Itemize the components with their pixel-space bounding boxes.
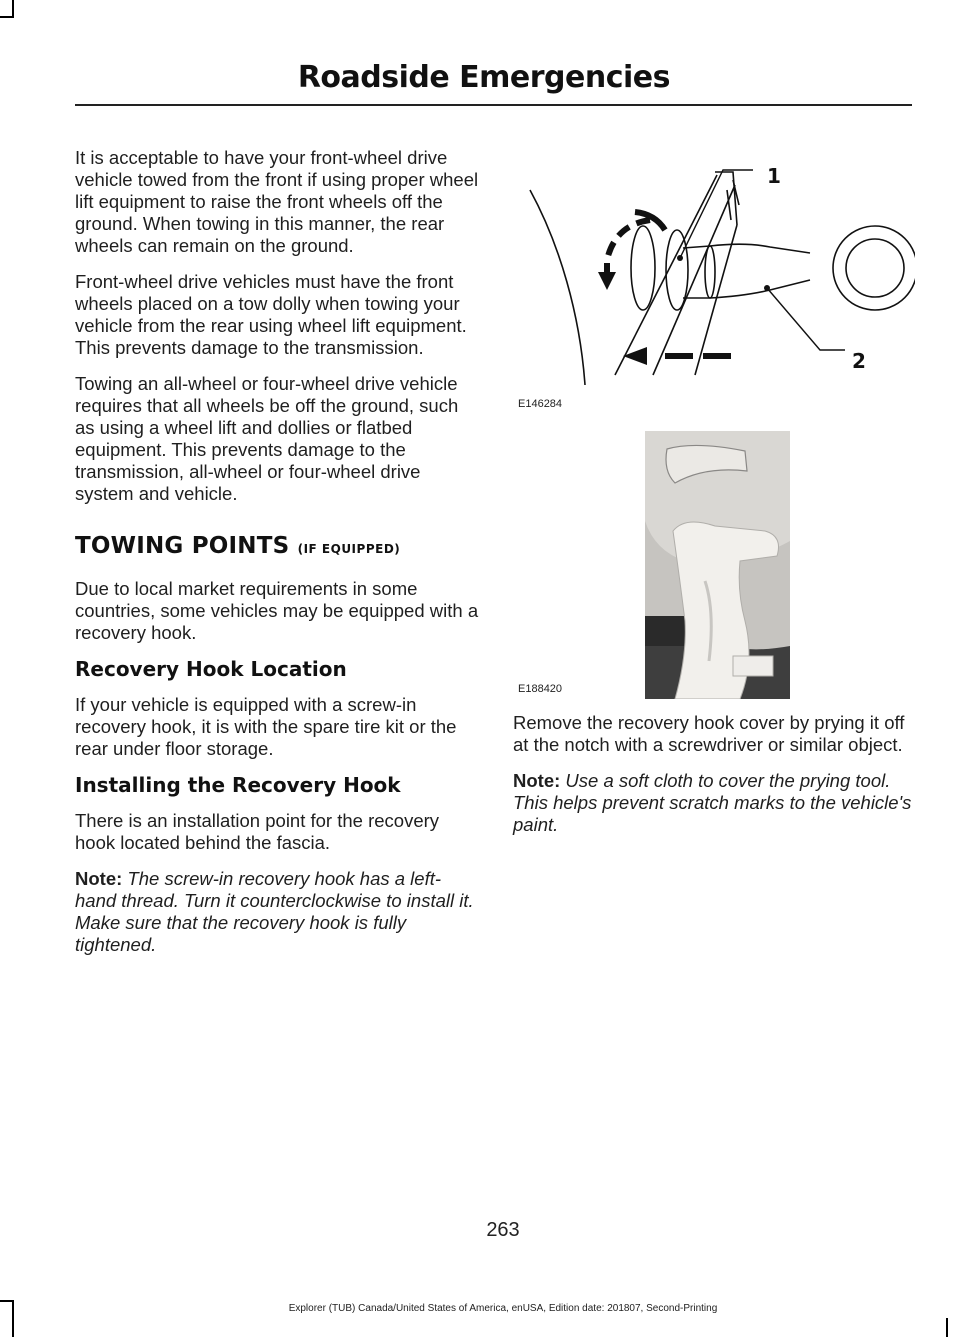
hook-shaft bbox=[683, 244, 810, 253]
crop-mark bbox=[0, 1300, 14, 1302]
figure-code: E188420 bbox=[518, 683, 563, 695]
note-thread bbox=[75, 868, 480, 956]
paragraph-market-requirements: Due to local market requirements in some countries, some vehicles may be equipped with a recovery hook. bbox=[75, 578, 479, 643]
section-heading-text: TOWING POINTS bbox=[75, 533, 290, 559]
rotation-arrow bbox=[607, 220, 650, 280]
paragraph-tow-dolly: Front-wheel drive vehicles must have the front wheels placed on a tow dolly when towing your vehicle from the rear using wheel lift equipment. This prevents damage to the transmission. bbox=[75, 271, 467, 358]
subheading-installing-hook: Installing the Recovery Hook bbox=[75, 773, 401, 797]
crop-mark bbox=[0, 16, 14, 18]
push-arrow-head bbox=[623, 347, 647, 365]
hook-shaft bbox=[683, 280, 810, 298]
tool-tip bbox=[733, 656, 773, 676]
rotation-arrow-head bbox=[598, 272, 616, 290]
recovery-hook-illustration bbox=[505, 150, 915, 420]
note-label: Note: bbox=[513, 770, 561, 791]
paragraph-installation-point: There is an installation point for the recovery hook located behind the fascia. bbox=[75, 810, 440, 853]
paragraph-remove-cover: Remove the recovery hook cover by prying it off at the notch with a screwdriver or similar object. bbox=[513, 712, 905, 755]
crop-mark bbox=[946, 1318, 948, 1337]
callout-dot-2 bbox=[764, 285, 770, 291]
section-heading-suffix: (IF EQUIPPED) bbox=[297, 542, 401, 556]
note-soft-cloth bbox=[513, 770, 913, 836]
hook-cover bbox=[631, 226, 655, 310]
paragraph-hook-location: If your vehicle is equipped with a screw-in recovery hook, it is with the spare tire kit or the rear under floor storage. bbox=[75, 694, 457, 759]
left-column bbox=[75, 147, 480, 970]
note-label: Note: bbox=[75, 868, 123, 889]
hook-shaft-end bbox=[705, 246, 715, 298]
callout-dot-1 bbox=[677, 255, 683, 261]
right-column bbox=[513, 712, 913, 850]
note-text: The screw-in recovery hook has a left-hand thread. Turn it counterclockwise to install it. Make sure that the recovery hook is fully tightened. bbox=[75, 868, 474, 955]
bumper-line bbox=[653, 185, 735, 375]
page-number: 263 bbox=[486, 1219, 520, 1241]
hook-cover-photo bbox=[645, 431, 790, 699]
bumper-line bbox=[695, 225, 737, 375]
paragraph-all-wheel-drive: Towing an all-wheel or four-wheel drive vehicle requires that all wheels be off the ground, such as using a wheel lift and dollies or flatbed equipment. This prevents damage to the transmission, all-wheel or four-wheel drive system and vehicle. bbox=[75, 373, 459, 504]
paragraph-front-wheel-towing: It is acceptable to have your front-wheel drive vehicle towed from the front if using proper wheel lift equipment to raise the front wheels off the ground. When towing in this manner, the rear wheels can remain on the ground. bbox=[75, 147, 479, 256]
subheading-hook-location: Recovery Hook Location bbox=[75, 657, 347, 681]
fascia-curve bbox=[530, 190, 585, 385]
note-text: Use a soft cloth to cover the prying tool. This helps prevent scratch marks to the vehicle's paint. bbox=[513, 770, 912, 835]
figure-code: E146284 bbox=[518, 398, 563, 410]
page-title: Roadside Emergencies bbox=[297, 60, 670, 95]
callout-label-1: 1 bbox=[767, 164, 781, 188]
footer-edition: Explorer (TUB) Canada/United States of America, enUSA, Edition date: 201807, Second-Printing bbox=[288, 1303, 718, 1314]
header-divider bbox=[75, 104, 912, 106]
section-heading-towing-points bbox=[75, 535, 480, 560]
callout-label-2: 2 bbox=[852, 349, 866, 373]
hook-eye-inner bbox=[846, 239, 904, 297]
callout-leader-2 bbox=[767, 288, 845, 350]
